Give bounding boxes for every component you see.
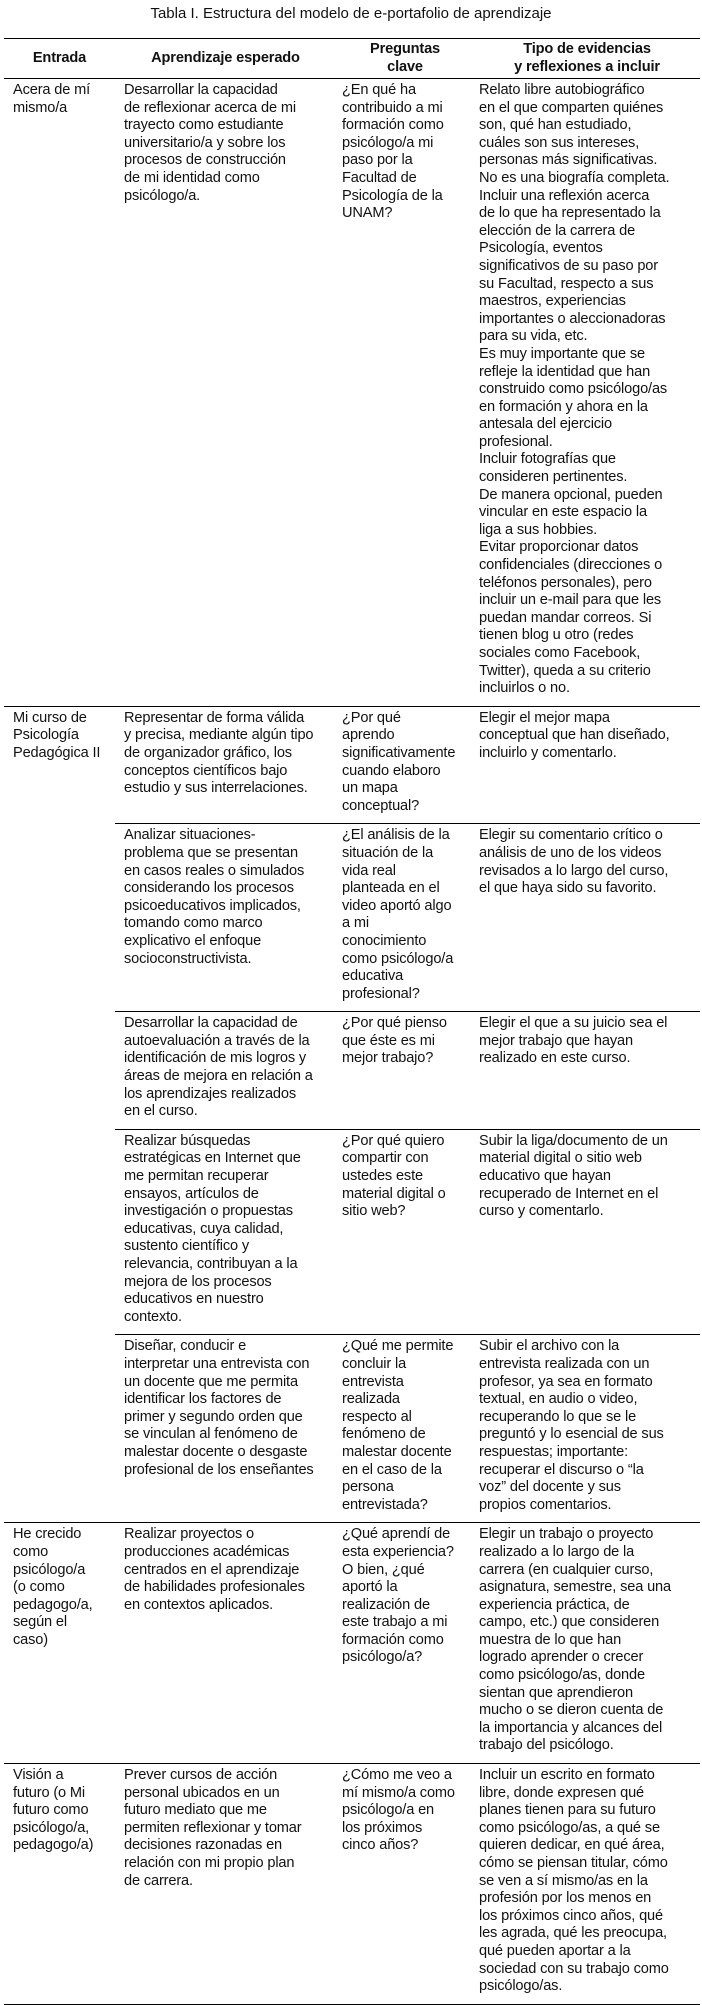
- cell-line: sustento científico y: [124, 1238, 250, 1255]
- cell-line: contribuido a mi: [342, 99, 443, 116]
- preguntas-cell: [336, 1129, 474, 1335]
- cell-line: identificar los factores de: [124, 1391, 282, 1408]
- e-portfolio-structure-table: [4, 38, 700, 2005]
- cell-line: en el que comparten quiénes: [479, 99, 664, 116]
- cell-line: mejor trabajo que hayan: [479, 1032, 633, 1049]
- cell-line: Acera de mí: [13, 82, 91, 98]
- cell-line: planteada en el: [342, 880, 440, 897]
- cell-line: los aprendizajes realizados: [124, 1085, 296, 1102]
- cell-line: profesor, ya sea en formato: [479, 1373, 653, 1390]
- cell-line: y precisa, mediante algún tipo: [124, 727, 314, 744]
- cell-line: son, qué han estudiado,: [479, 117, 632, 134]
- cell-line: conceptual?: [342, 797, 420, 814]
- cell-line: importantes o aleccionadoras: [479, 310, 666, 327]
- evidencias-cell: [474, 824, 700, 1012]
- aprendizaje-cell: [115, 79, 336, 707]
- cell-line: Diseñar, conducir e: [124, 1338, 247, 1355]
- cell-line: Prever cursos de acción: [124, 1767, 278, 1784]
- evidencias-cell: [474, 1523, 700, 1764]
- cell-line: propios comentarios.: [479, 1496, 612, 1513]
- cell-line: confidenciales (direcciones o: [479, 557, 663, 574]
- evidencias-cell: [474, 706, 700, 824]
- cell-line: mejor trabajo?: [342, 1050, 434, 1067]
- cell-line: como psicólogo/as, a qué se: [479, 1819, 660, 1836]
- cell-line: investigación o propuestas: [124, 1203, 293, 1220]
- cell-line: profesional de los enseñantes: [124, 1461, 314, 1478]
- cell-line: profesional?: [342, 985, 420, 1002]
- cell-line: libre, donde expresen qué: [479, 1784, 645, 1801]
- cell-line: persona: [342, 1479, 394, 1496]
- cell-line: autoevaluación a través de la: [124, 1032, 310, 1049]
- cell-line: como: [13, 1543, 49, 1560]
- cell-line: sitio web?: [342, 1203, 406, 1220]
- cell-line: aprendo: [342, 727, 395, 744]
- cell-line: problema que se presentan: [124, 844, 298, 861]
- cell-line: personal ubicados en un: [124, 1784, 280, 1801]
- cell-line: Realizar proyectos o: [124, 1526, 255, 1543]
- cell-line: educativa: [342, 968, 404, 985]
- cell-line: se vinculan al fenómeno de: [124, 1426, 298, 1443]
- cell-line: interpretar una entrevista con: [124, 1355, 310, 1372]
- cell-line: producciones académicas: [124, 1543, 290, 1560]
- table-row: [4, 79, 700, 707]
- cell-line: pedagogo/a): [13, 1837, 94, 1854]
- cell-line: Realizar búsquedas: [124, 1132, 251, 1149]
- cell-line: centrados en el aprendizaje: [124, 1561, 300, 1578]
- cell-line: psicoeducativos implicados,: [124, 897, 301, 914]
- cell-line: relevancia, contribuyan a la: [124, 1256, 298, 1272]
- cell-line: Incluir un escrito en formato: [479, 1767, 655, 1784]
- cell-line: antesala del ejercicio: [479, 416, 612, 433]
- cell-line: incluirlo y comentarlo.: [479, 744, 617, 761]
- cell-line: me permitan recuperar: [124, 1168, 269, 1185]
- preguntas-cell: [336, 1764, 474, 2005]
- cell-line: universitario/a y sobre los: [124, 134, 286, 151]
- header-line: Tipo de evidencias: [523, 41, 651, 57]
- cell-line: voz” del docente y sus: [479, 1479, 621, 1496]
- cell-line: conceptos científicos bajo: [124, 762, 288, 779]
- cell-line: construido como psicólogo/as: [479, 381, 668, 398]
- cell-line: compartir con: [342, 1150, 429, 1167]
- cell-line: mí mismo/a como: [342, 1784, 455, 1801]
- cell-line: significativamente: [342, 744, 456, 761]
- cell-line: Facultad de: [342, 169, 417, 186]
- cell-line: como psicólogo/as, donde: [479, 1667, 645, 1684]
- cell-line: situación de la: [342, 844, 434, 861]
- cell-line: el que haya sido su favorito.: [479, 880, 657, 897]
- cell-line: los próximos cinco años, qué: [479, 1907, 663, 1924]
- entrada-cell: [4, 1764, 115, 2005]
- cell-line: conocimiento: [342, 932, 427, 949]
- cell-line: procesos de construcción: [124, 152, 286, 169]
- evidencias-cell: [474, 1129, 700, 1335]
- cell-line: material digital o sitio web: [479, 1150, 642, 1167]
- cell-line: se ven a sí mismo/as en la: [479, 1872, 648, 1889]
- cell-line: este trabajo a mi: [342, 1614, 448, 1631]
- cell-line: maestros, experiencias: [479, 293, 626, 310]
- cell-line: en formación y ahora en la: [479, 398, 648, 415]
- cell-line: incluirlos o no.: [479, 680, 570, 697]
- cell-line: elección de la carrera de: [479, 222, 636, 239]
- header-line: Entrada: [32, 49, 87, 66]
- cell-line: Es muy importante que se: [479, 345, 645, 362]
- cell-line: personas más significativas.: [479, 152, 658, 169]
- cell-line: de habilidades profesionales: [124, 1579, 305, 1596]
- cell-line: trayecto como estudiante: [124, 117, 284, 134]
- cell-line: les agrada, qué les preocupa,: [479, 1925, 667, 1942]
- cell-line: estudio y sus interrelaciones.: [124, 780, 308, 797]
- header-line: Preguntas: [369, 41, 440, 57]
- cell-line: realizado en este curso.: [479, 1050, 631, 1067]
- cell-line: qué pueden aportar a la: [479, 1942, 631, 1959]
- cell-line: socioconstructivista.: [124, 950, 252, 967]
- cell-line: en casos reales o simulados: [124, 862, 305, 879]
- cell-line: explicativo el enfoque: [124, 932, 262, 949]
- cell-line: ¿Qué aprendí de: [342, 1526, 451, 1543]
- cell-line: considerando los procesos: [124, 880, 294, 897]
- header-aprendizaje-esperado: [115, 39, 336, 79]
- cell-line: teléfonos personales), pero: [479, 574, 652, 591]
- cell-line: Representar de forma válida: [124, 709, 305, 726]
- entrada-cell: [4, 1523, 115, 1764]
- cell-line: No es una biografía completa.: [479, 169, 670, 186]
- cell-line: Subir la liga/documento de un: [479, 1132, 668, 1149]
- cell-line: Desarrollar la capacidad: [124, 82, 278, 98]
- cell-line: decisiones razonadas en: [124, 1837, 283, 1854]
- table-caption: Tabla I. Estructura del modelo de e-portafolio de aprendizaje: [150, 5, 552, 22]
- cell-line: cómo se piensan titular, cómo: [479, 1855, 668, 1871]
- cell-line: muestra de lo que han: [479, 1631, 622, 1648]
- cell-line: entrevistada?: [342, 1496, 428, 1513]
- cell-line: de carrera.: [124, 1872, 193, 1889]
- header-entrada: [4, 39, 115, 79]
- cell-line: realización de: [342, 1596, 430, 1613]
- evidencias-cell: [474, 1012, 700, 1130]
- cell-line: cuáles son sus intereses,: [479, 134, 640, 151]
- cell-line: pedagogo/a,: [13, 1596, 93, 1613]
- cell-line: educativas, cuya calidad,: [124, 1220, 284, 1237]
- cell-line: Incluir fotografías que: [479, 451, 616, 468]
- preguntas-cell: [336, 706, 474, 824]
- aprendizaje-cell: [115, 706, 336, 824]
- cell-line: contexto.: [124, 1308, 182, 1325]
- cell-line: Desarrollar la capacidad de: [124, 1015, 298, 1032]
- table-row: [4, 1764, 700, 2005]
- cell-line: mucho o se dieron cuenta de: [479, 1702, 664, 1719]
- cell-line: un docente que me permita: [124, 1373, 298, 1390]
- cell-line: futuro mediato que me: [124, 1802, 267, 1819]
- cell-line: respecto al: [342, 1408, 412, 1425]
- cell-line: Subir el archivo con la: [479, 1338, 620, 1355]
- table-header-row: [4, 39, 700, 79]
- cell-line: experiencia práctica, de: [479, 1596, 630, 1613]
- cell-line: video aportó algo: [342, 897, 452, 914]
- cell-line: concluir la: [342, 1355, 407, 1372]
- cell-line: campo, etc.) que consideren: [479, 1614, 660, 1631]
- cell-line: fenómeno de: [342, 1426, 426, 1443]
- cell-line: consideren pertinentes.: [479, 469, 628, 486]
- cell-line: UNAM?: [342, 205, 393, 222]
- aprendizaje-cell: [115, 1012, 336, 1130]
- cell-line: trabajo del psicólogo.: [479, 1737, 614, 1754]
- cell-line: Relato libre autobiográfico: [479, 82, 645, 98]
- cell-line: significativos de su paso por: [479, 257, 658, 274]
- cell-line: paso por la: [342, 152, 413, 169]
- cell-line: refleje la identidad que han: [479, 363, 651, 380]
- cell-line: los próximos: [342, 1819, 423, 1836]
- cell-line: en el caso de la: [342, 1461, 442, 1478]
- cell-line: formación como: [342, 1631, 444, 1648]
- header-line: y reflexiones a incluir: [514, 58, 660, 75]
- cell-line: aportó la: [342, 1579, 398, 1596]
- cell-line: psicólogo/a: [13, 1561, 86, 1578]
- table-row: [4, 706, 700, 824]
- cell-line: Twitter), queda a su criterio: [479, 662, 651, 679]
- cell-line: tienen blog u otro (redes: [479, 627, 634, 644]
- cell-line: recuperar el discurso o “la: [479, 1461, 644, 1478]
- cell-line: Elegir su comentario crítico o: [479, 827, 663, 844]
- evidencias-cell: [474, 79, 700, 707]
- cell-line: educativos en nuestro: [124, 1291, 264, 1308]
- cell-line: psicólogo/a mi: [342, 134, 434, 151]
- cell-line: de reflexionar acerca de mi: [124, 99, 296, 116]
- cell-line: quieren dedicar, en qué área,: [479, 1837, 665, 1854]
- cell-line: para su vida, etc.: [479, 328, 588, 345]
- cell-line: su Facultad, respecto a sus: [479, 275, 654, 292]
- cell-line: sociales como Facebook,: [479, 645, 641, 661]
- aprendizaje-cell: [115, 1523, 336, 1764]
- cell-line: educativo que hayan: [479, 1168, 611, 1185]
- cell-line: entrevista: [342, 1373, 404, 1390]
- cell-line: ¿El análisis de la: [342, 827, 450, 844]
- cell-line: liga a sus hobbies.: [479, 521, 598, 538]
- cell-line: vincular en este espacio la: [479, 504, 647, 521]
- cell-line: incluir un e-mail para que les: [479, 592, 662, 609]
- cell-line: asignatura, semestre, sea una: [479, 1579, 671, 1596]
- cell-line: De manera opcional, pueden: [479, 486, 663, 503]
- cell-line: cinco años?: [342, 1837, 419, 1854]
- cell-line: Evitar proporcionar datos: [479, 539, 639, 556]
- cell-line: mejora de los procesos: [124, 1273, 272, 1290]
- cell-line: la importancia y alcances del: [479, 1719, 663, 1736]
- cell-line: futuro como: [13, 1802, 89, 1819]
- cell-line: Elegir el que a su juicio sea el: [479, 1015, 668, 1032]
- cell-line: ¿Por qué: [342, 709, 401, 726]
- cell-line: (o como: [13, 1579, 65, 1596]
- cell-line: carrera (en cualquier curso,: [479, 1561, 654, 1578]
- cell-line: profesión por los menos en: [479, 1890, 652, 1907]
- cell-line: caso): [13, 1631, 48, 1648]
- cell-line: ¿Qué me permite: [342, 1338, 454, 1355]
- cell-line: Elegir el mejor mapa: [479, 709, 610, 726]
- entrada-cell: [4, 706, 115, 1523]
- cell-line: análisis de uno de los videos: [479, 844, 662, 861]
- cell-line: futuro (o Mi: [13, 1784, 86, 1801]
- cell-line: recuperado de Internet en el: [479, 1185, 659, 1202]
- cell-line: psicólogo/a?: [342, 1649, 423, 1666]
- cell-line: de organizador gráfico, los: [124, 744, 292, 761]
- cell-line: permiten reflexionar y tomar: [124, 1819, 302, 1836]
- cell-line: logrado aprender o crecer: [479, 1649, 644, 1666]
- cell-line: profesional.: [479, 433, 553, 450]
- cell-line: recuperando lo que se le: [479, 1408, 637, 1425]
- cell-line: identificación de mis logros y: [124, 1050, 307, 1067]
- cell-line: entrevista realizada con un: [479, 1355, 650, 1372]
- cell-line: respuestas; importante:: [479, 1443, 629, 1460]
- evidencias-cell: [474, 1335, 700, 1523]
- cell-line: estratégicas en Internet que: [124, 1150, 301, 1167]
- cell-line: Pedagógica II: [13, 744, 101, 761]
- cell-line: ¿Por qué pienso: [342, 1015, 447, 1032]
- cell-line: vida real: [342, 862, 396, 879]
- cell-line: ¿Por qué quiero: [342, 1132, 445, 1149]
- cell-line: sociedad con su trabajo como: [479, 1960, 669, 1977]
- cell-line: malestar docente: [342, 1443, 452, 1460]
- cell-line: He crecido: [13, 1526, 82, 1543]
- preguntas-cell: [336, 1335, 474, 1523]
- cell-line: formación como: [342, 117, 444, 134]
- cell-line: Visión a: [13, 1767, 64, 1784]
- cell-line: en el curso.: [124, 1103, 198, 1120]
- cell-line: malestar docente o desgaste: [124, 1443, 308, 1460]
- cell-line: áreas de mejora en relación a: [124, 1068, 313, 1085]
- header-tipo-de-evidencias: [474, 39, 700, 79]
- cell-line: conceptual que han diseñado,: [479, 727, 670, 744]
- cell-line: revisados a lo largo del curso,: [479, 862, 669, 879]
- cell-line: Psicología: [13, 727, 79, 744]
- cell-line: Incluir una reflexión acerca: [479, 187, 650, 204]
- cell-line: material digital o: [342, 1185, 446, 1202]
- preguntas-cell: [336, 79, 474, 707]
- cell-line: un mapa: [342, 780, 398, 797]
- cell-line: de lo que ha representado la: [479, 205, 661, 222]
- cell-line: a mi: [342, 915, 369, 932]
- cell-line: como psicólogo/a: [342, 950, 454, 967]
- cell-line: Analizar situaciones-: [124, 827, 256, 844]
- header-line: clave: [387, 58, 423, 75]
- cell-line: realizado a lo largo de la: [479, 1543, 635, 1560]
- preguntas-cell: [336, 1012, 474, 1130]
- entrada-cell: [4, 79, 115, 707]
- cell-line: tomando como marco: [124, 915, 263, 932]
- cell-line: mismo/a: [13, 99, 68, 116]
- aprendizaje-cell: [115, 824, 336, 1012]
- cell-line: ¿Cómo me veo a: [342, 1767, 452, 1784]
- cell-line: Psicología de la: [342, 187, 443, 204]
- cell-line: textual, en audio o video,: [479, 1391, 638, 1408]
- cell-line: psicólogo/a.: [124, 187, 201, 204]
- aprendizaje-cell: [115, 1764, 336, 2005]
- cell-line: Mi curso de: [13, 709, 87, 726]
- cell-line: según el: [13, 1614, 67, 1631]
- cell-line: puedan mandar correos. Si: [479, 609, 652, 626]
- evidencias-cell: [474, 1764, 700, 2005]
- cell-line: primer y segundo orden que: [124, 1408, 303, 1425]
- cell-line: O bien, ¿qué: [342, 1561, 425, 1578]
- cell-line: en contextos aplicados.: [124, 1596, 274, 1613]
- cell-line: que éste es mi: [342, 1032, 435, 1049]
- cell-line: psicólogo/a,: [13, 1819, 90, 1836]
- cell-line: planes tienen para su futuro: [479, 1802, 656, 1819]
- header-preguntas-clave: [336, 39, 474, 79]
- cell-line: Psicología, eventos: [479, 240, 603, 257]
- cell-line: relación con mi propio plan: [124, 1855, 295, 1871]
- cell-line: curso y comentarlo.: [479, 1203, 604, 1220]
- preguntas-cell: [336, 824, 474, 1012]
- cell-line: de mi identidad como: [124, 169, 260, 186]
- cell-line: sientan que aprendieron: [479, 1684, 633, 1701]
- cell-line: Elegir un trabajo o proyecto: [479, 1526, 654, 1543]
- table-row: [4, 1523, 700, 1764]
- cell-line: psicólogo/a en: [342, 1802, 435, 1819]
- header-line: Aprendizaje esperado: [151, 49, 300, 66]
- cell-line: esta experiencia?: [342, 1543, 454, 1560]
- preguntas-cell: [336, 1523, 474, 1764]
- cell-line: ustedes este: [342, 1168, 423, 1185]
- cell-line: ensayos, artículos de: [124, 1185, 259, 1202]
- aprendizaje-cell: [115, 1129, 336, 1335]
- cell-line: realizada: [342, 1391, 400, 1408]
- cell-line: cuando elaboro: [342, 762, 441, 779]
- cell-line: psicólogo/as.: [479, 1978, 563, 1995]
- aprendizaje-cell: [115, 1335, 336, 1523]
- cell-line: ¿En qué ha: [342, 82, 416, 98]
- cell-line: preguntó y lo esencial de sus: [479, 1426, 664, 1443]
